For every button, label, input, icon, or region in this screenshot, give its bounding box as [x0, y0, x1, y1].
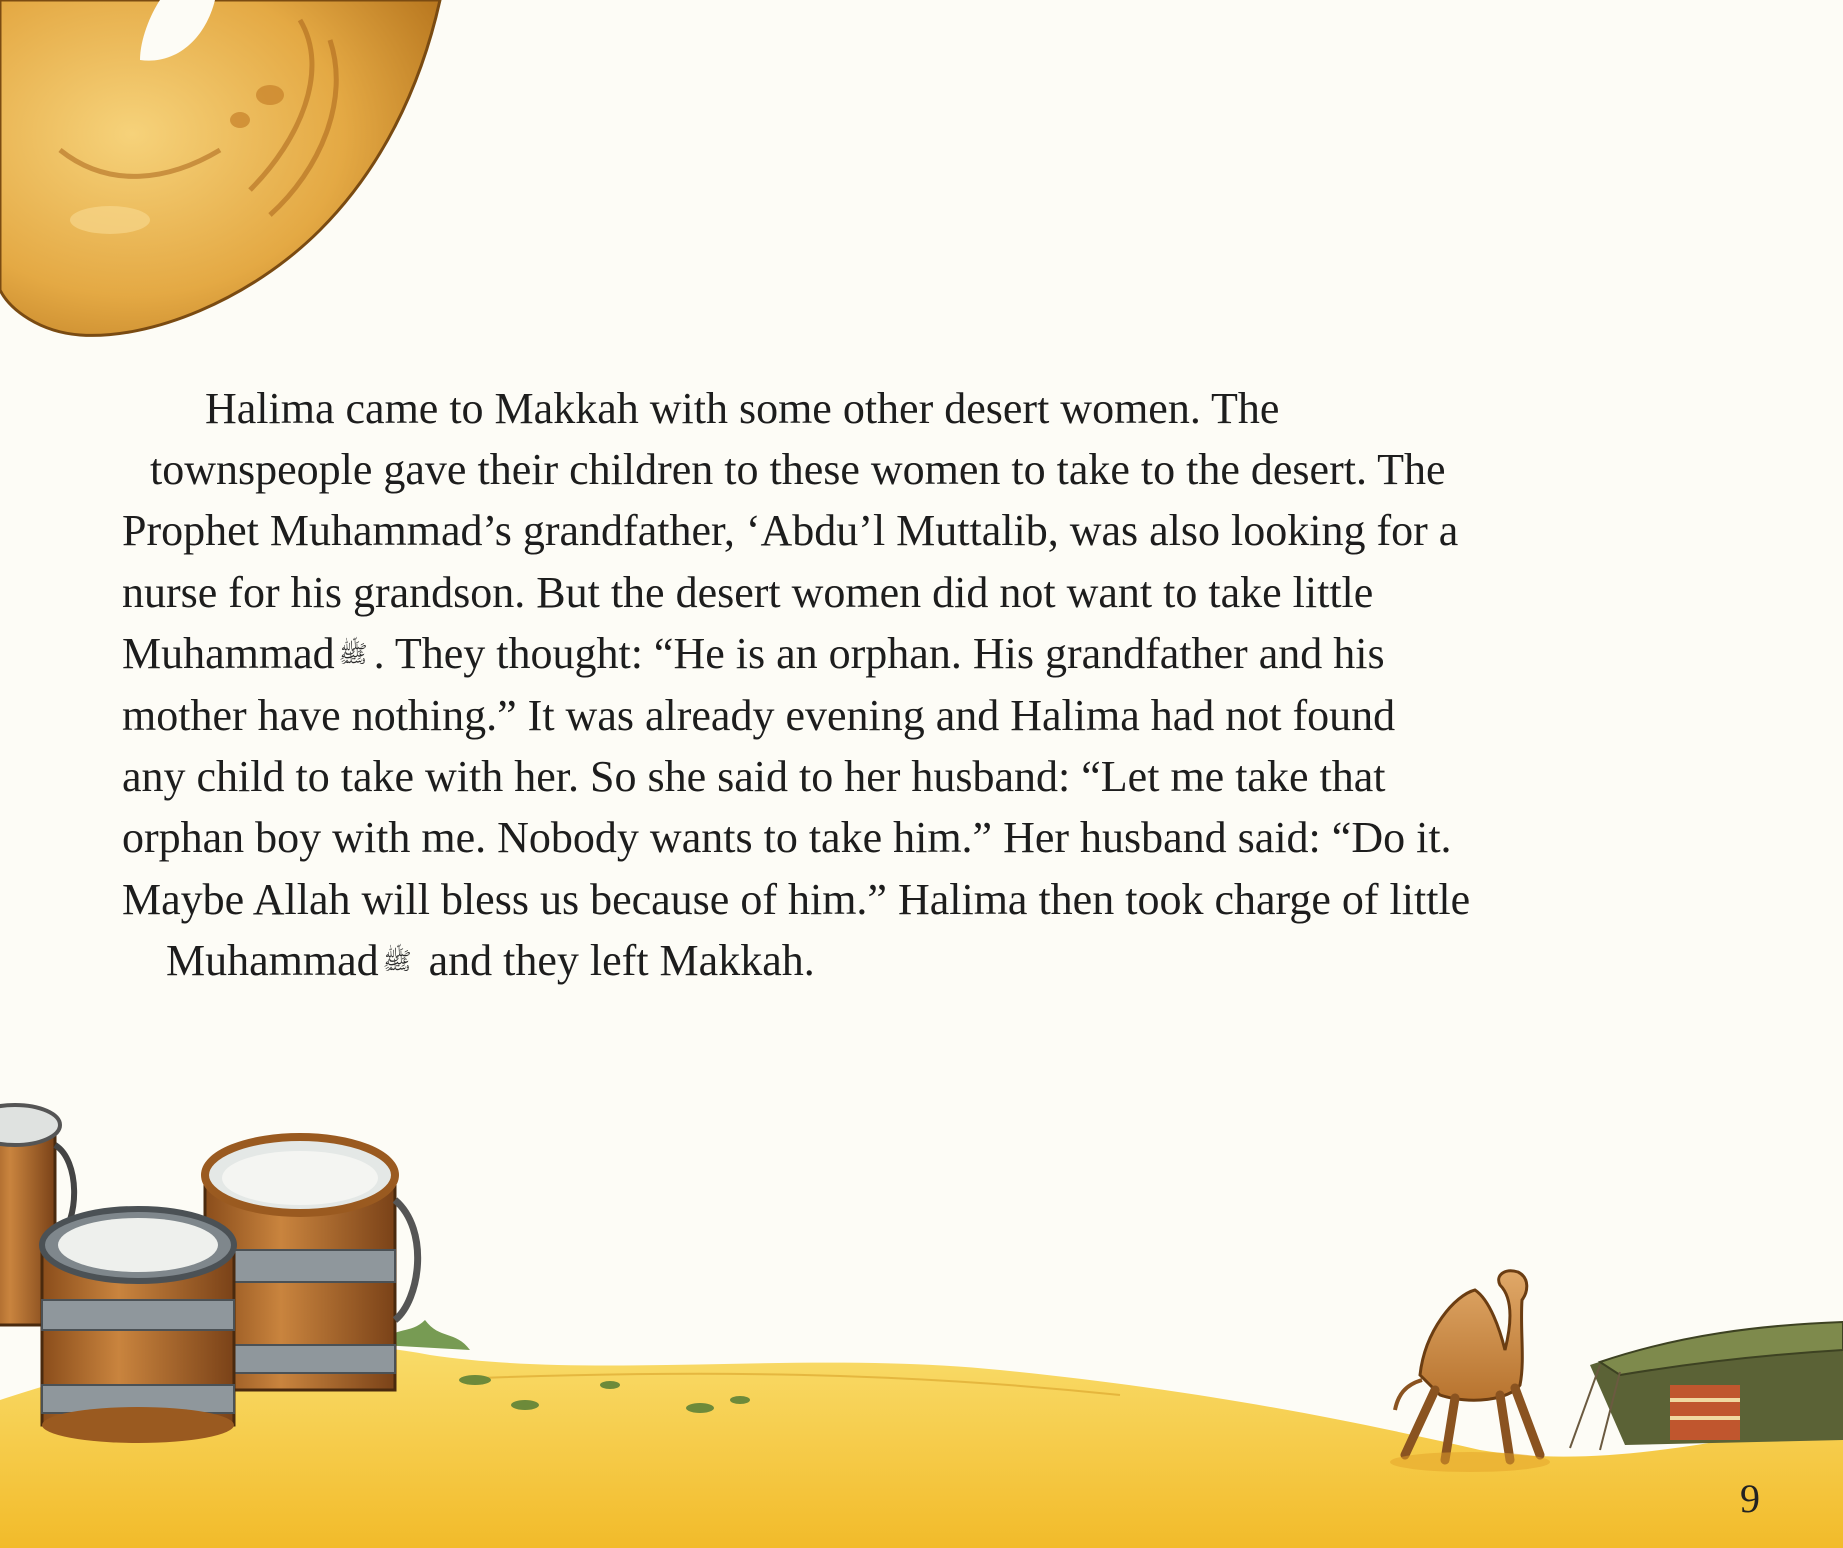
story-line [122, 930, 1762, 992]
story-line: any child to take with her. So she said to her husband: “Let me take that [122, 752, 1386, 802]
story-line: townspeople gave their children to these women to take to the desert. The [150, 445, 1446, 495]
camel-illustration [1390, 1271, 1550, 1472]
story-line: mother have nothing.” It was already evening and Halima had not found [122, 691, 1396, 741]
honorific-glyph: ﷺ [338, 639, 368, 668]
honorific-glyph: ﷺ [382, 946, 412, 975]
story-line: orphan boy with me. Nobody wants to take him.” Her husband said: “Do it. [122, 813, 1452, 863]
story-line-end: . They thought: “He is an orphan. His grandfather and his [373, 628, 1385, 678]
tent-illustration [1570, 1322, 1843, 1450]
story-line-start: Muhammad [122, 628, 335, 678]
bread-loaf-illustration [0, 0, 440, 335]
story-line: Maybe Allah will bless us because of him.” Halima then took charge of little [122, 874, 1471, 924]
story-line: Prophet Muhammad’s grandfather, ‘Abdu’l Muttalib, was also looking for a [122, 506, 1459, 556]
story-line-start: Muhammad [166, 935, 379, 985]
page-number: 9 [1740, 1476, 1760, 1521]
story-line: nurse for his grandson. But the desert women did not want to take little [122, 567, 1374, 617]
story-line: Halima came to Makkah with some other desert women. The [205, 384, 1280, 433]
story-line-end: and they left Makkah. [417, 935, 815, 985]
story-line [122, 623, 1762, 685]
story-text [122, 378, 1762, 992]
